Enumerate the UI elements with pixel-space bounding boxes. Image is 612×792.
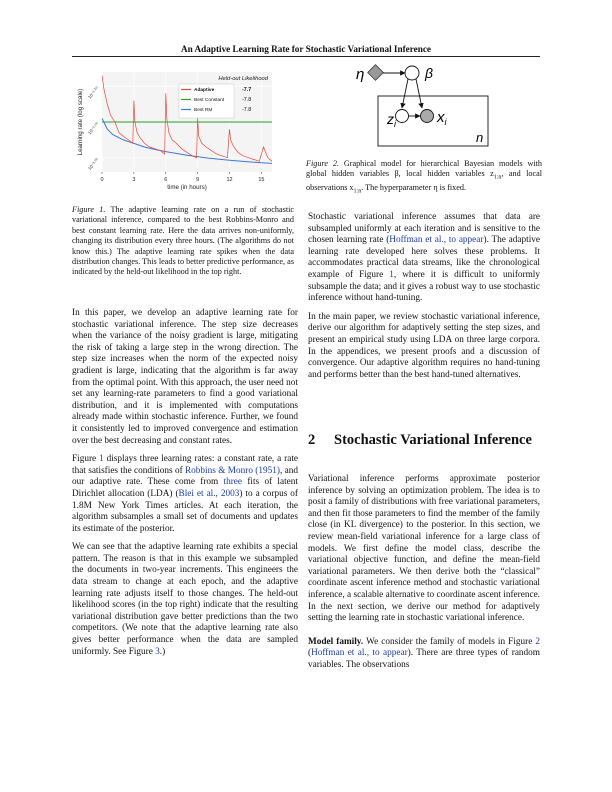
y-tick-label: 10⁻³·⁰⁰ [86, 157, 100, 172]
right-paragraph-1: Stochastic variational inference assumes that data are subsampled uniformly at each iteration and is sensitive to the chosen learning rate (Hoffman et al., to appear). The adaptive learning rate developed here solves these problems. It accommodates practical data streams, like the chronological example of Figure 1, where it is difficult to uniformly subsample the data; and it gives a robust way to use stochastic inference without hand-tuning. [308, 212, 540, 304]
legend-entry-name: Best Constant [194, 98, 225, 103]
y-tick-label: 10⁻²·⁰⁰ [86, 121, 100, 136]
ref-figure-1-b[interactable]: 1 [389, 269, 394, 280]
left-column [72, 308, 298, 665]
x-tick-label: 3 [132, 177, 136, 183]
section-title: Stochastic Variational Inference [334, 432, 532, 448]
eta-node [368, 65, 384, 81]
plate-label: n [476, 130, 484, 145]
header-rule [72, 56, 540, 57]
ref-three[interactable]: three [223, 477, 243, 488]
section-2-heading [308, 432, 540, 449]
model-family-heading: Model family. [308, 636, 364, 647]
right-column-top [308, 212, 540, 388]
beta-label: β [425, 65, 433, 81]
left-paragraph-3: We can see that the adaptive learning rate exhibits a special pattern. The reason is that in this example we subsampled the documents in two-year increments. This engineers the data stream to change at each epoch, and the adaptive learning rate adjusts itself to those changes. The held-out likelihood scores (in the top right) indicate that the resulting variational distribution gave better predictions than the two competitors. (We note that the adaptive learning rate also gives better performance when the data are sampled uniformly. See Figure 3.) [72, 542, 298, 657]
figure-2-graphical-model [350, 62, 500, 154]
right-paragraph-4: Model family. We consider the family of models in Figure 2 (Hoffman et al., to appear). There are three types of random variables. The observations [308, 636, 541, 670]
right-paragraph-3: Variational inference performs approximate posterior inference by solving an optimization problem. The idea is to posit a family of distributions with free variational parameters, and then fit those parameters to find the member of the family close (in KL divergence) to the posterior. In this section, we review mean-field variational inference for a large class of models. We first define the model class, describe the variational objective function, and define the mean-field variational parameters. We then derive both the “classical” coordinate ascent inference method and stochastic variational inference, a scalable alternative to coordinate ascent inference. In the next section, we derive our method for adaptively setting the learning rate in stochastic variational inference. [308, 474, 540, 624]
figure-2-caption-label: Figure 2. [306, 159, 339, 168]
figure-2-caption-text-1: Graphical model for hierarchical Bayesian models with global hidden variables β, local hidden variables z [306, 159, 542, 179]
figure-2-caption-text-3: . The hyperparameter η is fixed. [361, 183, 467, 193]
x-label: $x_i$ [437, 109, 447, 127]
right-paragraph-2: In the main paper, we review stochastic variational inference, derive our algorithm for adaptively setting the step sizes, and present an empirical study using LDA on three large corpora. In the appendices, we present proofs and a discussion of convergence. Our adaptive algorithm requires no hand-tuning and performs better than the best hand-tuned alternatives. [308, 311, 540, 380]
left-paragraph-2: Figure 1 displays three learning rates: a constant rate, a rate that satisfies the conditions of Robbins & Monro (1951), and our adaptive rate. These come from three fits of latent Dirichlet allocation (LDA) (Blei et al., 2003) to a corpus of 1.8M New York Times articles. At each iteration, the algorithm subsamples a small set of documents and updates its estimate of the posterior. [72, 454, 299, 534]
z-label: $z_i$ [387, 111, 396, 129]
x-node-observed [421, 110, 434, 123]
x-tick-label: 9 [196, 177, 200, 183]
x-tick-label: 12 [226, 177, 233, 183]
figure-1-chart [72, 64, 284, 194]
section-number: 2 [308, 432, 316, 448]
beta-node [405, 66, 419, 80]
figure-2-caption-text-2: , and local observations x [306, 169, 542, 193]
legend-title: Held-out Likelihood [218, 76, 268, 82]
ref-robbins-monro[interactable]: Robbins & Monro (1951) [185, 465, 280, 476]
legend-entry-value: -7.7 [242, 87, 252, 93]
legend-entry-name: Best RM [194, 108, 213, 113]
figure-1-caption-label: Figure 1. [72, 205, 106, 214]
beta-to-x-edge [416, 79, 422, 108]
x-axis-label: time (in hours) [167, 184, 207, 191]
legend-entry-value: -7.8 [242, 107, 252, 113]
legend-entry-value: -7.8 [242, 97, 252, 103]
left-paragraph-1: In this paper, we develop an adaptive learning rate for stochastic variational inference. The step size decreases when the variance of the noisy gradient is large, mitigating the risk of taking a large step in the wrong direction. The step size increases when the norm of the expected noisy gradient is large, indicating that the algorithm is far away from the optimal point. With this approach, the user need not set any learning-rate parameters to find a good variational distribution, and it is implemented with computations already made within stochastic inference. Further, we found it consistently led to improved convergence and estimation over the best decreasing and constant rates. [72, 308, 298, 446]
ref-hoffman-1[interactable]: Hoffman et al., to appear [389, 235, 484, 246]
x-tick-label: 6 [164, 177, 168, 183]
z-node [396, 110, 409, 123]
right-column-bottom [308, 474, 540, 679]
y-axis-label: Learning rate (log scale) [77, 88, 84, 156]
ref-blei-2003[interactable]: Blei et al., 2003 [178, 488, 240, 499]
y-tick-label: 10⁻¹·⁰⁰ [86, 85, 100, 100]
x-tick-label: 15 [258, 177, 265, 183]
eta-label: η [356, 66, 365, 83]
x-tick-label: 0 [100, 177, 104, 183]
figure-2-caption-sub-1: 1:n [493, 175, 502, 182]
ref-figure-2[interactable]: 2 [535, 636, 541, 647]
ref-figure-1[interactable]: 1 [99, 454, 104, 465]
figure-1-caption-text: The adaptive learning rate on a run of stochastic variational inference, compared to the best Robbins-Monro and best constant learning rate. Here the data arrives non-uniformly, changing its distribution every three hours. (The algorithms do not know this.) The adaptive learning rate spikes when the data distribution changes. This leads to better predictive performance, as indicated by the held-out likelihood in the top right. [72, 205, 295, 277]
running-header: An Adaptive Learning Rate for Stochastic Variational Inference [180, 44, 431, 54]
ref-hoffman-2[interactable]: Hoffman et al., to appear [311, 648, 408, 659]
figure-2-caption-sub-2: 1:n [353, 189, 362, 196]
figure-2-caption [306, 159, 542, 198]
legend-entry-name: Adaptive [194, 88, 215, 93]
ref-figure-3[interactable]: 3 [155, 646, 160, 657]
beta-to-z-edge [402, 79, 408, 108]
figure-1-caption [72, 205, 294, 278]
